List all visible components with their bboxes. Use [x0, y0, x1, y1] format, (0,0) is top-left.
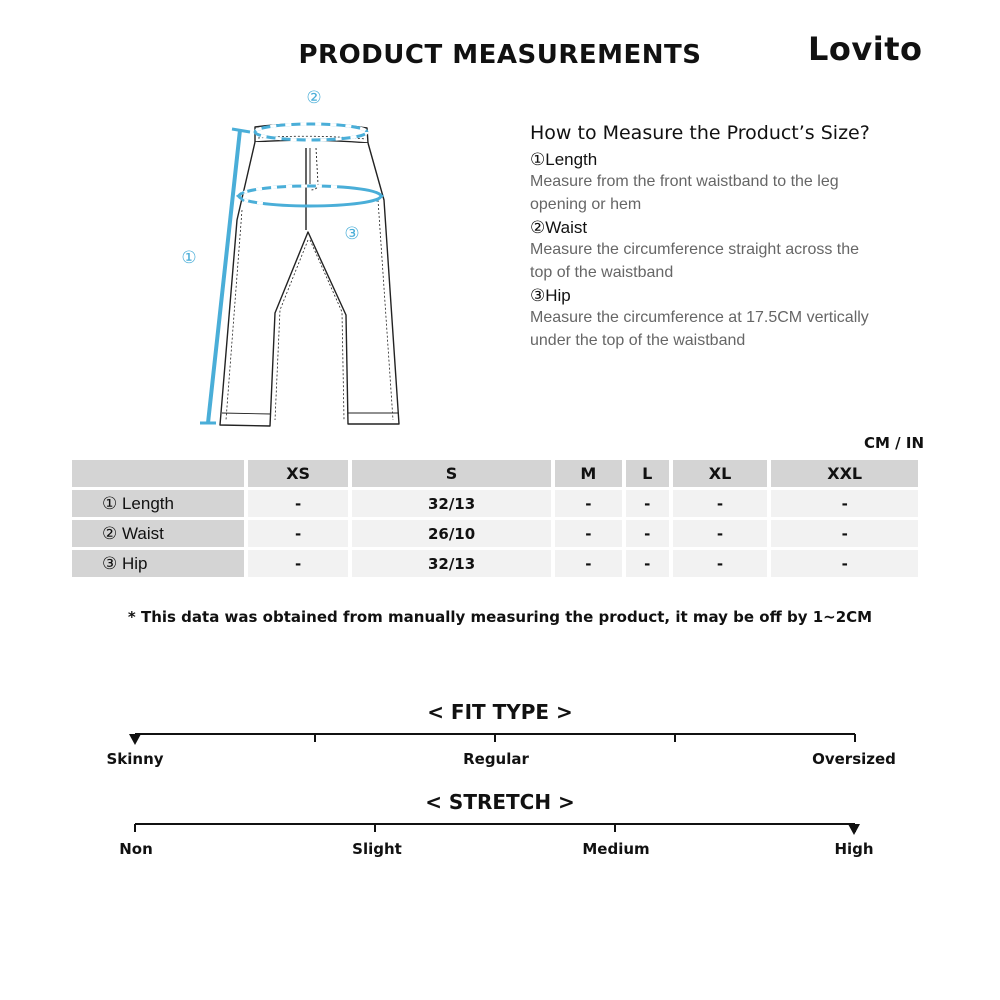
size-header: M — [555, 460, 622, 487]
guide-item-description: Measure the circumference at 17.5CM vertically — [530, 309, 869, 326]
row-label: ③ Hip — [72, 550, 244, 577]
table-cell: - — [626, 550, 669, 577]
hip-marker: ③ — [344, 224, 360, 244]
stretch-scale — [0, 820, 1000, 840]
table-cell: - — [771, 520, 918, 547]
size-header: XL — [673, 460, 768, 487]
guide-item-label: ③Hip — [530, 286, 571, 305]
guide-item-description: top of the waistband — [530, 264, 674, 281]
guide-item-description: Measure the circumference straight across the — [530, 241, 860, 258]
table-cell: 32/13 — [352, 550, 551, 577]
table-row — [72, 520, 918, 547]
guide-item-waist — [530, 218, 910, 284]
guide-item-label: ①Length — [530, 150, 598, 169]
fit-label-regular: Regular — [463, 750, 529, 768]
guide-item-hip — [530, 286, 910, 352]
table-cell: - — [673, 490, 768, 517]
table-cell: - — [248, 490, 348, 517]
guide-item-description: Measure from the front waistband to the leg — [530, 173, 839, 190]
page-title: PRODUCT MEASUREMENTS — [298, 40, 702, 70]
waist-marker: ② — [306, 88, 322, 108]
table-row — [72, 490, 918, 517]
measurement-note: * This data was obtained from manually measuring the product, it may be off by 1~2CM — [127, 608, 873, 626]
fit-type-indicator — [129, 734, 141, 745]
stretch-label-medium: Medium — [582, 840, 650, 858]
fit-label-skinny: Skinny — [106, 750, 164, 768]
guide-title: How to Measure the Product’s Size? — [530, 122, 870, 144]
fit-type-title: < FIT TYPE > — [427, 700, 573, 724]
pants-illustration — [170, 80, 420, 440]
guide-item-description: opening or hem — [530, 196, 642, 213]
stretch-label-non: Non — [119, 840, 153, 858]
table-corner — [72, 460, 244, 487]
size-header: XS — [248, 460, 348, 487]
stretch-indicator — [848, 824, 860, 835]
guide-item-length — [530, 150, 910, 216]
fit-type-scale — [0, 730, 1000, 750]
table-cell: - — [555, 520, 622, 547]
table-cell: - — [771, 490, 918, 517]
table-row — [72, 550, 918, 577]
table-cell: - — [248, 550, 348, 577]
measure-guide — [530, 122, 910, 352]
size-table — [68, 457, 922, 580]
table-cell: - — [248, 520, 348, 547]
table-cell: - — [626, 490, 669, 517]
guide-item-description: under the top of the waistband — [530, 332, 746, 349]
unit-label: CM / IN — [864, 434, 924, 452]
row-label: ① Length — [72, 490, 244, 517]
table-cell: - — [626, 520, 669, 547]
size-header: XXL — [771, 460, 918, 487]
table-cell: 26/10 — [352, 520, 551, 547]
table-cell: - — [555, 550, 622, 577]
table-cell: - — [673, 520, 768, 547]
table-cell: 32/13 — [352, 490, 551, 517]
fit-label-oversized: Oversized — [812, 750, 896, 768]
row-label: ② Waist — [72, 520, 244, 547]
guide-item-label: ②Waist — [530, 218, 588, 237]
table-cell: - — [771, 550, 918, 577]
table-cell: - — [673, 550, 768, 577]
length-marker: ① — [181, 248, 197, 268]
table-header-row — [72, 460, 918, 487]
stretch-label-slight: Slight — [352, 840, 402, 858]
stretch-label-high: High — [834, 840, 874, 858]
stretch-title: < STRETCH > — [425, 790, 575, 814]
table-cell: - — [555, 490, 622, 517]
brand-logo: Lovito — [808, 30, 923, 68]
size-header: S — [352, 460, 551, 487]
size-header: L — [626, 460, 669, 487]
